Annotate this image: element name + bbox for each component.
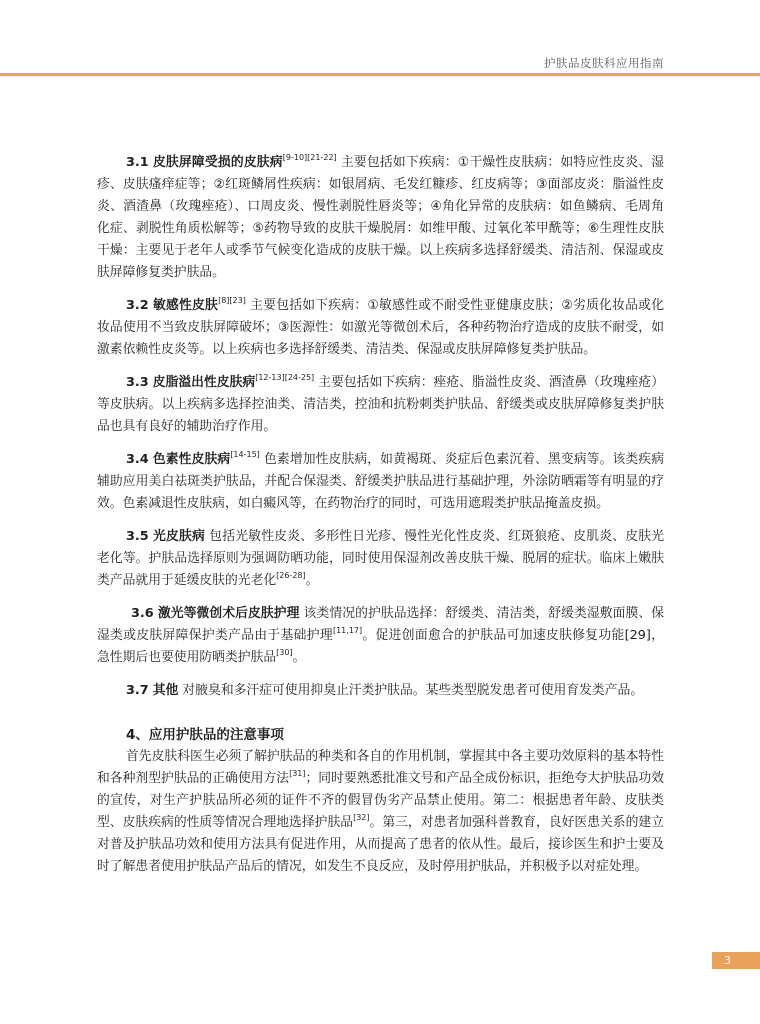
section-title: 皮脂溢出性皮肤病	[152, 375, 256, 390]
section-body: 包括光敏性皮炎、多形性日光疹、慢性光化性皮炎、红斑狼疮、皮肌炎、皮肤光老化等。护肤品选择原则为强调防晒功能，同时使用保湿剂改善皮肤干燥、脱屑的症状。临床上嫩肤类产品就用于延缓皮肤的光老化	[97, 529, 665, 588]
section-3-5	[97, 526, 664, 592]
citation: [8][23]	[218, 296, 246, 305]
section-number: 3.3	[126, 375, 149, 390]
section-number: 3.4	[126, 452, 149, 467]
section-body-end: 。	[305, 573, 319, 588]
section-number: 3.7	[126, 683, 149, 698]
section-3-7	[97, 680, 664, 702]
section-number: 3.2	[126, 298, 149, 313]
section-title: 其他	[152, 683, 179, 698]
running-header-title: 护肤品皮肤科应用指南	[544, 56, 664, 70]
section-4-text-2: ；同时要熟悉批准文号和产品全成份标识，拒绝夸大护肤品功效的宣传，对生产护肤品所必须的证件不齐的假冒伪劣产品禁止使用。第二：根据患者年龄、皮肤类型、皮肤疾病的性质等情况合理地选择护肤品	[97, 771, 665, 830]
citation: [32]	[353, 813, 370, 822]
section-3-3	[97, 372, 664, 438]
citation: [14-15]	[230, 450, 260, 459]
section-title: 皮肤屏障受损的皮肤病	[152, 155, 283, 170]
section-3-1	[97, 152, 664, 284]
section-body: 对腋臭和多汗症可使用抑臭止汗类护肤品。某些类型脱发患者可使用育发类产品。	[182, 683, 644, 698]
section-body: 该类情况的护肤品选择：舒缓类、清洁类，舒缓类湿敷面膜、保湿类或皮肤屏障保护类产品由于基础护理	[97, 606, 665, 643]
page-number-badge: 3	[712, 952, 760, 969]
section-body-middle: 。促进创面愈合的护肤品可加速皮肤修复功能[29]，急性期后也要使用防晒类护肤品	[97, 628, 664, 665]
section-3-2	[97, 295, 664, 361]
section-number: 3.5	[126, 529, 149, 544]
citation: [12-13][24-25]	[255, 373, 315, 382]
citation: [11,17]	[332, 626, 363, 635]
section-body-end: 。	[292, 650, 306, 665]
section-3-4	[97, 449, 664, 515]
section-title: 光皮肤病	[152, 529, 205, 544]
section-title: 激光等微创术后皮肤护理	[157, 606, 300, 621]
section-body: 主要包括如下疾病：①敏感性或不耐受性亚健康皮肤；②劣质化妆品或化妆品使用不当致皮肤屏障破坏；③医源性：如激光等微创术后，各种药物治疗造成的皮肤不耐受，如激素依赖性皮炎等。以上疾病也多选择舒缓类、清洁类、保湿或皮肤屏障修复类护肤品。	[97, 298, 664, 357]
page-content	[97, 152, 664, 878]
citation: [31]	[289, 769, 306, 778]
section-4-text-1: 首先皮肤科医生必须了解护肤品的种类和各自的作用机制，掌握其中各主要功效原料的基本特性和各种剂型护肤品的正确使用方法	[97, 749, 664, 786]
section-number: 3.1	[126, 155, 149, 170]
section-4-text-3: 。第三，对患者加强科普教育，良好医患关系的建立对普及护肤品功效和使用方法具有促进作用，从而提高了患者的依从性。最后，接诊医生和护士要及时了解患者使用护肤品产品后的情况，如发生不良反应，及时停用护肤品，并积极予以对症处理。	[97, 815, 665, 874]
section-3-6	[97, 603, 664, 669]
section-4-body	[97, 746, 664, 878]
section-body: 主要包括如下疾病：痤疮、脂溢性皮炎、酒渣鼻（玫瑰痤疮）等皮肤病。以上疾病多选择控油类、清洁类，控油和抗粉刺类护肤品、舒缓类或皮肤屏障修复类护肤品也具有良好的辅助治疗作用。	[97, 375, 664, 434]
citation: [30]	[276, 648, 293, 657]
section-body: 色素增加性皮肤病，如黄褐斑、炎症后色素沉着、黑变病等。该类疾病辅助应用美白祛斑类护肤品，并配合保湿类、舒缓类护肤品进行基础护理，外涂防晒霜等有明显的疗效。色素减退性皮肤病，如白癜风等，在药物治疗的同时，可选用遮瑕类护肤品掩盖皮损。	[97, 452, 665, 511]
section-4-heading: 4、应用护肤品的注意事项	[126, 727, 284, 743]
citation: [9-10][21-22]	[282, 153, 337, 162]
citation: [26-28]	[276, 571, 306, 580]
section-body: 主要包括如下疾病：①干燥性皮肤病：如特应性皮炎、湿疹、皮肤瘙痒症等；②红斑鳞屑性疾病：如银屑病、毛发红糠疹、红皮病等；③面部皮炎：脂溢性皮炎、酒渣鼻（玫瑰痤疮）、口周皮炎、慢性剥脱性唇炎等；④角化异常的皮肤病：如鱼鳞病、毛周角化症、剥脱性角质松解等；⑤药物导致的皮肤干燥脱屑：如维甲酸、过氧化苯甲酰等；⑥生理性皮肤干燥：主要见于老年人或季节气候变化造成的皮肤干燥。以上疾病多选择舒缓类、清洁剂、保湿或皮肤屏障修复类护肤品。	[97, 155, 665, 280]
section-title: 敏感性皮肤	[152, 298, 219, 313]
section-title: 色素性皮肤病	[152, 452, 231, 467]
section-number: 3.6	[131, 606, 154, 621]
header-rule	[0, 73, 760, 76]
